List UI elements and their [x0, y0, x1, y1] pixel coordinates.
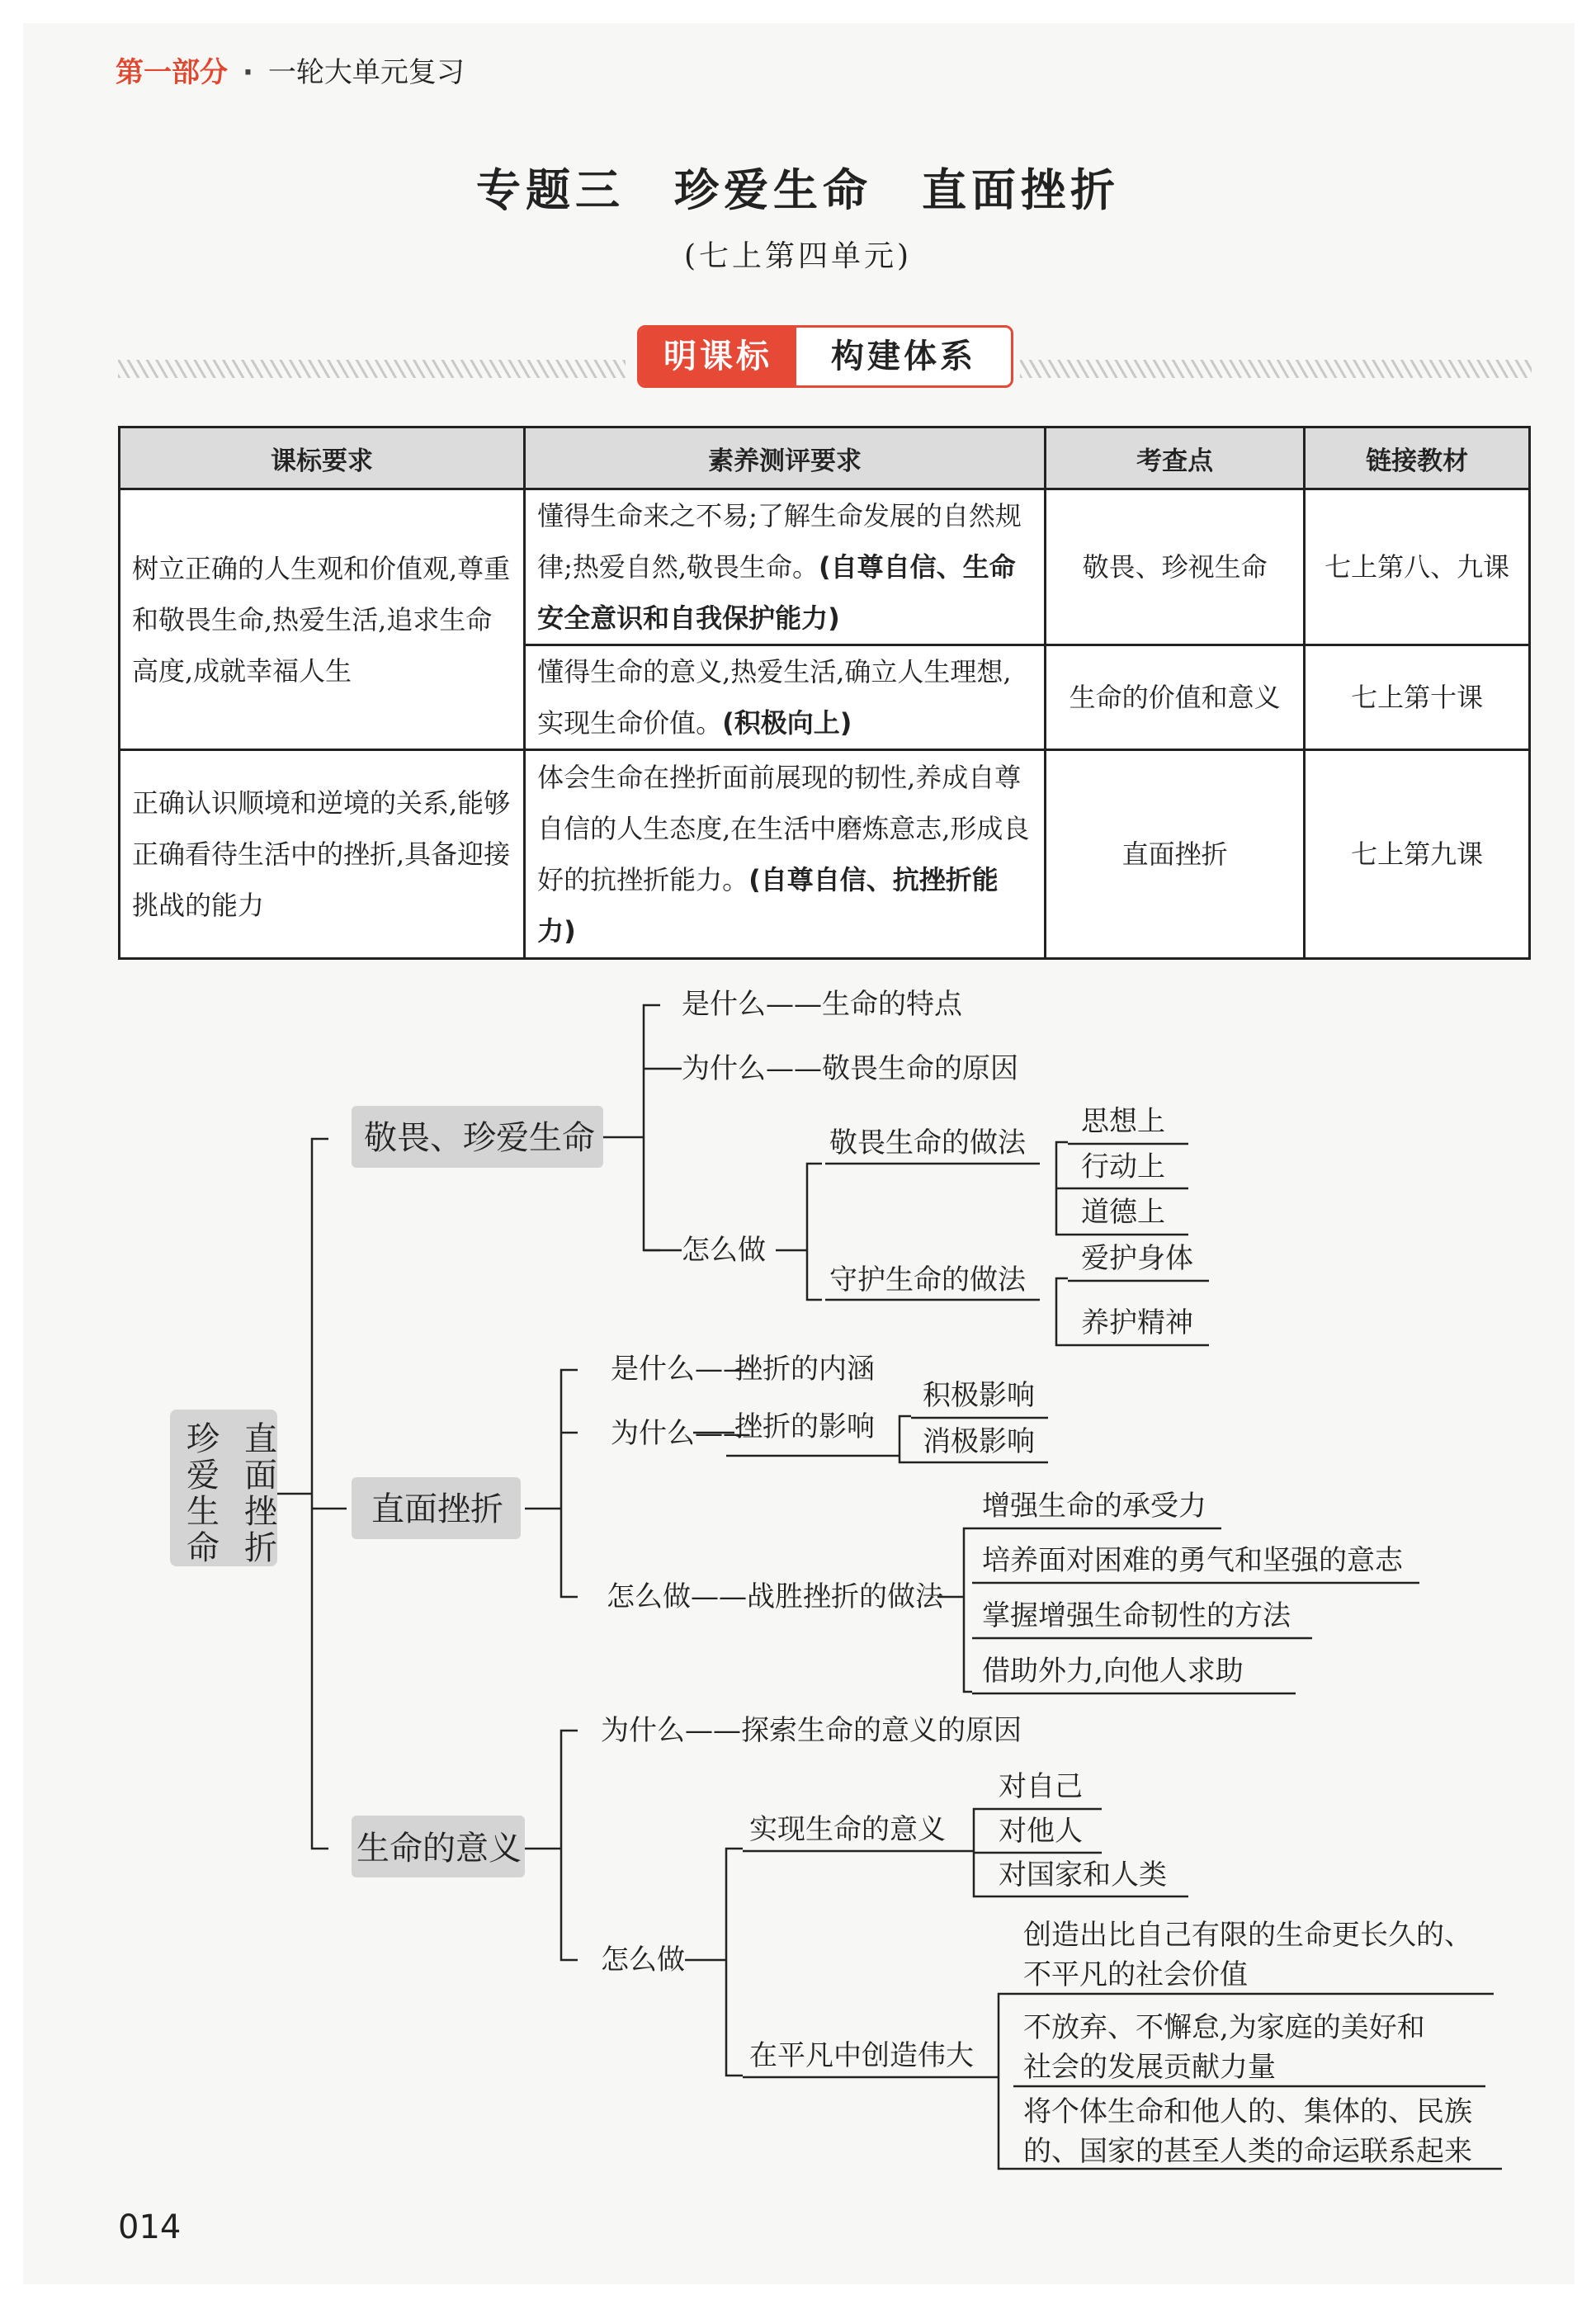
b2-what: 是什么——: [611, 1353, 751, 1386]
b2-why-value: 挫折的影响: [734, 1410, 875, 1443]
root-col-left: 珍爱生命: [187, 1420, 220, 1567]
b1-how2-item: 养护精神: [1081, 1306, 1193, 1339]
b2-how-item: 增强生命的承受力: [982, 1490, 1206, 1523]
b1-how: 怎么做: [682, 1234, 766, 1267]
b3-how2-item: 社会的发展贡献力量: [1023, 2051, 1276, 2084]
b1-how1-item: 行动上: [1081, 1150, 1165, 1183]
badge-right: 构建体系: [831, 338, 976, 375]
table-cell: 敬畏、珍视生命: [1045, 489, 1305, 645]
b2-why: 为什么——: [611, 1417, 751, 1450]
b3-how2-item: 创造出比自己有限的生命更长久的、: [1023, 1919, 1472, 1952]
table-header: 链接教材: [1305, 427, 1530, 489]
table-cell: 正确认识顺境和逆境的关系,能够正确看待生活中的挫折,具备迎接挑战的能力: [120, 750, 525, 959]
b3-how1-item: 对他人: [999, 1815, 1083, 1848]
mind-map: [0, 966, 1596, 2203]
root-col-right: 直面挫折: [244, 1420, 277, 1567]
table-row: [120, 489, 1530, 645]
b1-how1: 敬畏生命的做法: [829, 1126, 1026, 1159]
b2-how-item: 掌握增强生命韧性的方法: [982, 1599, 1291, 1632]
running-header: [116, 50, 465, 90]
b3-how2-item: 将个体生命和他人的、集体的、民族: [1023, 2095, 1472, 2128]
hatch-right: [1020, 360, 1532, 378]
b3-how1-item: 对自己: [999, 1770, 1083, 1803]
table-cell: 懂得生命来之不易;了解生命发展的自然规律;热爱自然,敬畏生命。(自尊自信、生命安全意识和自我保护能力): [525, 489, 1046, 645]
table-cell: 生命的价值和意义: [1045, 645, 1305, 750]
section-badge: [637, 325, 1013, 388]
b2-how-item: 借助外力,向他人求助: [982, 1655, 1244, 1688]
b2-why-item: 消极影响: [923, 1425, 1035, 1458]
b3-how: 怎么做: [601, 1943, 685, 1976]
table-header: 考查点: [1045, 427, 1305, 489]
b1-what: 是什么——生命的特点: [682, 988, 962, 1021]
table-header: 素养测评要求: [525, 427, 1046, 489]
b3-how2-item: 不放弃、不懈怠,为家庭的美好和: [1023, 2011, 1425, 2044]
b2-how-item: 培养面对困难的勇气和坚强的意志: [982, 1544, 1403, 1577]
b1-how2: 守护生命的做法: [829, 1263, 1026, 1296]
hatch-left: [118, 360, 626, 378]
table-cell: 体会生命在挫折面前展现的韧性,养成自尊自信的人生态度,在生活中磨炼意志,形成良好的抗挫折能力。(自尊自信、抗挫折能力): [525, 750, 1046, 959]
branch3-title: 生命的意义: [357, 1830, 522, 1868]
b1-how1-item: 思想上: [1081, 1105, 1165, 1138]
curriculum-table: [118, 426, 1531, 960]
b2-why-item: 积极影响: [923, 1379, 1035, 1412]
b1-how1-item: 道德上: [1081, 1196, 1165, 1229]
table-header: 课标要求: [120, 427, 525, 489]
table-header-row: [120, 427, 1530, 489]
separator-dot: ·: [243, 56, 253, 89]
b1-why: 为什么——敬畏生命的原因: [682, 1052, 1018, 1085]
table-cell: 懂得生命的意义,热爱生活,确立人生理想,实现生命价值。(积极向上): [525, 645, 1046, 750]
page-number: 014: [118, 2208, 182, 2246]
table-cell: 直面挫折: [1045, 750, 1305, 959]
table-cell: 树立正确的人生观和价值观,尊重和敬畏生命,热爱生活,追求生命高度,成就幸福人生: [120, 489, 525, 750]
page-title: 专题三 珍爱生命 直面挫折: [476, 164, 1120, 216]
table-cell: 七上第九课: [1305, 750, 1530, 959]
table-row: [120, 750, 1530, 959]
branch1-title: 敬畏、珍爱生命: [364, 1119, 595, 1157]
b3-how1-item: 对国家和人类: [999, 1858, 1167, 1891]
b3-how1: 实现生命的意义: [749, 1813, 946, 1846]
b3-how2-item: 的、国家的甚至人类的命运联系起来: [1023, 2135, 1472, 2168]
b3-how2-item: 不平凡的社会价值: [1023, 1958, 1248, 1991]
b3-why: 为什么——探索生命的意义的原因: [601, 1714, 1022, 1747]
page-subtitle: (七上第四单元): [683, 239, 913, 273]
b2-how: 怎么做——战胜挫折的做法: [607, 1580, 943, 1613]
part-label: 第一部分: [116, 56, 228, 89]
b3-how2: 在平凡中创造伟大: [749, 2039, 974, 2072]
badge-left: 明课标: [640, 328, 796, 385]
b2-what-value: 挫折的内涵: [734, 1353, 875, 1386]
section-label: 一轮大单元复习: [267, 56, 465, 89]
table-cell: 七上第八、九课: [1305, 489, 1530, 645]
table-cell: 七上第十课: [1305, 645, 1530, 750]
branch2-title: 直面挫折: [371, 1490, 503, 1528]
b1-how2-item: 爱护身体: [1081, 1242, 1193, 1275]
